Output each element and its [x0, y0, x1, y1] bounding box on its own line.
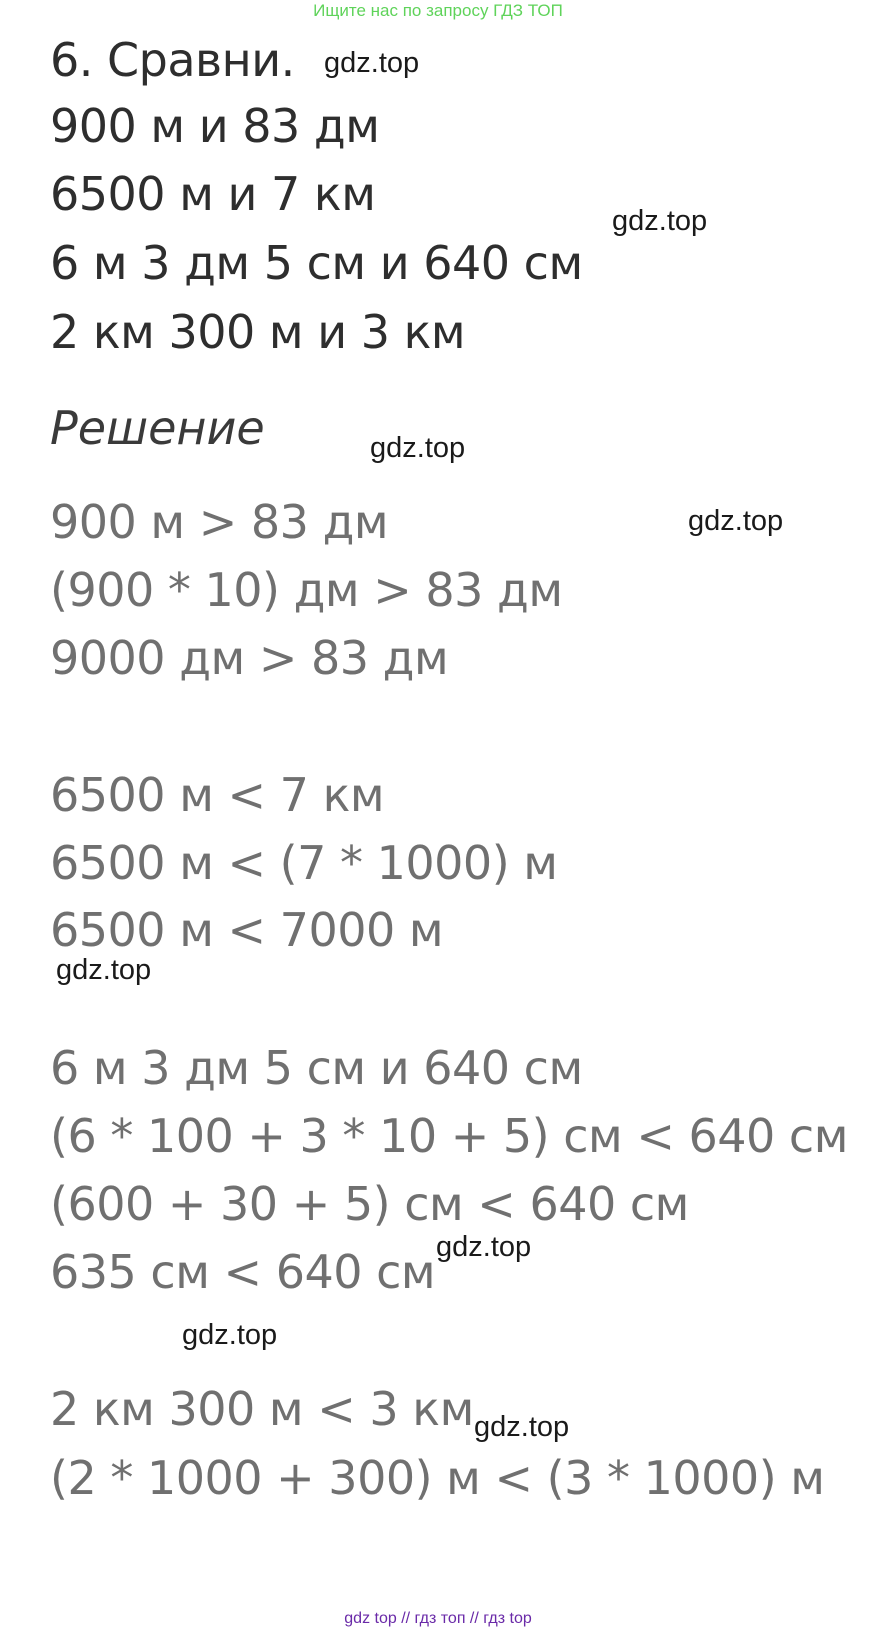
solution-line: 900 м > 83 дм — [50, 495, 389, 549]
task-title: 6. Сравни. — [50, 33, 295, 87]
solution-line: 2 км 300 м < 3 км — [50, 1382, 474, 1436]
task-line: 900 м и 83 дм — [50, 99, 380, 153]
watermark: gdz.top — [436, 1231, 532, 1263]
solution-line: 6500 м < 7 км — [50, 768, 385, 822]
solution-line: 6500 м < (7 * 1000) м — [50, 836, 558, 890]
task-line: 2 км 300 м и 3 км — [50, 305, 466, 359]
watermark: gdz.top — [324, 47, 420, 79]
solution-line: (2 * 1000 + 300) м < (3 * 1000) м — [50, 1451, 825, 1505]
solution-line: (6 * 100 + 3 * 10 + 5) см < 640 см — [50, 1109, 848, 1163]
watermark: gdz.top — [612, 205, 708, 237]
watermark: gdz.top — [688, 505, 784, 537]
watermark: gdz.top — [474, 1411, 570, 1443]
task-line: 6 м 3 дм 5 см и 640 см — [50, 236, 583, 290]
watermark: gdz.top — [56, 954, 152, 986]
solution-line: (600 + 30 + 5) см < 640 см — [50, 1177, 689, 1231]
watermark: gdz.top — [370, 432, 466, 464]
watermark: gdz.top — [182, 1319, 278, 1351]
solution-heading: Решение — [50, 401, 265, 455]
solution-line: 635 см < 640 см — [50, 1245, 436, 1299]
solution-line: 6500 м < 7000 м — [50, 903, 444, 957]
solution-line: 6 м 3 дм 5 см и 640 см — [50, 1041, 583, 1095]
solution-line: 9000 дм > 83 дм — [50, 631, 449, 685]
task-line: 6500 м и 7 км — [50, 167, 376, 221]
footer: gdz top // гдз топ // гдз top — [344, 1610, 532, 1627]
top-banner: Ищите нас по запросу ГДЗ ТОП — [313, 1, 563, 20]
solution-line: (900 * 10) дм > 83 дм — [50, 563, 563, 617]
